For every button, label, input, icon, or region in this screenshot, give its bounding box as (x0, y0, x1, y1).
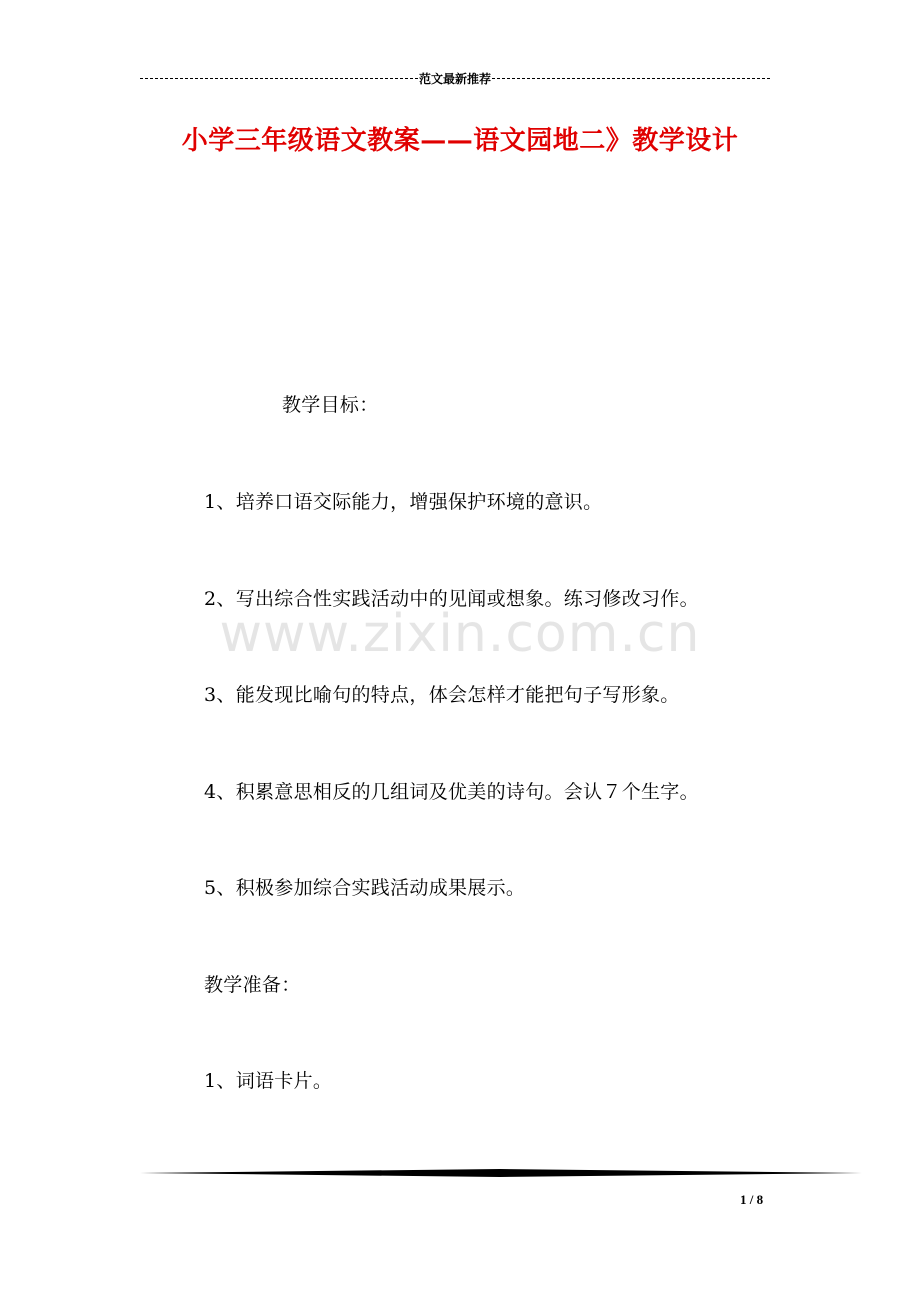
page-indicator: 1 / 8 (740, 1192, 764, 1207)
header-dash-left (140, 78, 418, 79)
prep-heading: 教学准备： (204, 974, 301, 996)
goal-item-2: 2、写出综合性实践活动中的见闻或想象。练习修改习作。 (204, 588, 699, 610)
goals-heading: 教学目标： (282, 394, 379, 416)
page-header (140, 68, 770, 88)
prep-item-1: 1、词语卡片。 (204, 1070, 333, 1092)
header-dash-right (492, 78, 770, 79)
goal-item-1: 1、培养口语交际能力，增强保护环境的意识。 (204, 491, 603, 513)
header-label: 范文最新推荐 (419, 71, 492, 86)
goal-item-4: 4、积累意思相反的几组词及优美的诗句。会认７个生字。 (204, 781, 699, 803)
footer-rule (140, 1168, 862, 1178)
goal-item-3: 3、能发现比喻句的特点，体会怎样才能把句子写形象。 (204, 684, 680, 706)
goal-item-5: 5、积极参加综合实践活动成果展示。 (204, 877, 526, 899)
document-title: 小学三年级语文教案——语文园地二》教学设计 (181, 126, 739, 156)
watermark: www.zixin.com.cn (219, 604, 701, 664)
